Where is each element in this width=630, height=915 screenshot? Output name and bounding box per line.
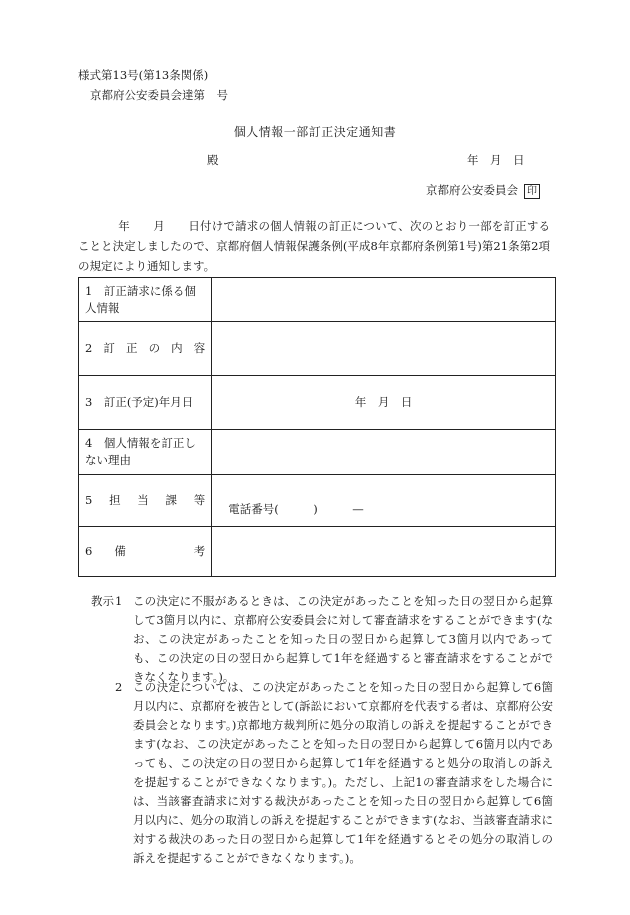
form-number: 様式第13号(第13条関係) [78,68,209,82]
instructions-heading: 教示 [91,594,114,608]
row-value-correction-content [212,322,556,376]
phone-number: 電話番号( ) — [228,502,364,517]
correction-table [78,277,556,577]
row-value-remarks [212,527,556,577]
label-char: 当 [137,493,149,507]
label-char: 課 [165,493,178,507]
row-value-department [212,475,556,527]
row-label-remarks [79,527,212,577]
document-title: 個人情報一部訂正決定通知書 [233,125,397,139]
row-value-reason [212,430,556,475]
row-value-correction-date: 年 月 日 [212,376,556,430]
row-label-department [79,475,212,527]
table-row [79,527,556,577]
instruction-text: この決定については、この決定があったことを知った日の翌日から起算して6箇月以内に、京都府を被告として(訴訟において京都府を代表する者は、京都府公安委員会となります。)京都地方裁判所に処分の取消しの訴えを提起することができます(なお、この決定があったことを知った日の翌日から起算して6箇月以内であっても、この決定の日の翌日から起算して1年を経過すると処分の取消しの訴えを提起することができなくなります。)。ただし、上記1の審査請求をした場合には、当該審査請求に対する裁決があったことを知った日の翌日から起算して6箇月以内に、処分の取消しの訴えを提起することができます(なお、当該審査請求に対する裁決のあった日の翌日から起算して1年を経過するとその処分の取消しの訴えを提起することができなくなります。)。 [133,680,553,865]
issuer [426,181,540,199]
label-char: 内 [171,341,183,355]
issue-date: 年 月 日 [467,153,525,167]
label-char: 訂 [103,341,115,355]
table-row [79,430,556,475]
instruction-number: 1 [115,594,123,608]
label-char: 備 [114,544,126,558]
issuer-name: 京都府公安委員会 [426,183,518,197]
label-char: 容 [193,341,206,355]
instruction-number: 2 [115,680,123,694]
addressee: 殿 [207,153,219,167]
label-char: 等 [193,493,206,507]
label-char: 担 [109,493,121,507]
label-char: 2 [85,341,93,355]
table-row [79,475,556,527]
label-char: 正 [125,341,138,355]
intro-paragraph [78,216,550,276]
intro-date-prefix: 年 月 [118,219,165,233]
label-char: の [148,341,161,355]
table-row [79,278,556,322]
seal-stamp: 印 [524,184,540,199]
table-row [79,376,556,430]
row-value-personal-info [212,278,556,322]
label-char: 考 [193,544,206,558]
row-label-correction-content [79,322,212,376]
row-label-reason: 4 個人情報を訂正しない理由 [79,430,212,475]
instruction-item [115,592,553,687]
label-char: 5 [85,493,93,507]
table-row [79,322,556,376]
instruction-text: この決定に不服があるときは、この決定があったことを知った日の翌日から起算して3箇月以内に、京都府公安委員会に対して審査請求をすることができます(なお、この決定があったことを知った日の翌日から起算して3箇月以内であっても、この決定の日の翌日から起算して1年を経過すると審査請求をすることができなくなります。)。 [133,594,553,684]
row-label-correction-date: 3 訂正(予定)年月日 [79,376,212,430]
instruction-item [115,678,553,868]
intro-text: 日付けで請求の個人情報の訂正について、次のとおり一部を訂正することと決定しましたので、京都府個人情報保護条例(平成8年京都府条例第1号)第21条第2項の規定により通知します。 [78,219,551,273]
row-label-personal-info: 1 訂正請求に係る個人情報 [79,278,212,322]
document-number: 京都府公安委員会達第 号 [90,88,228,102]
label-char: 6 [85,544,93,558]
